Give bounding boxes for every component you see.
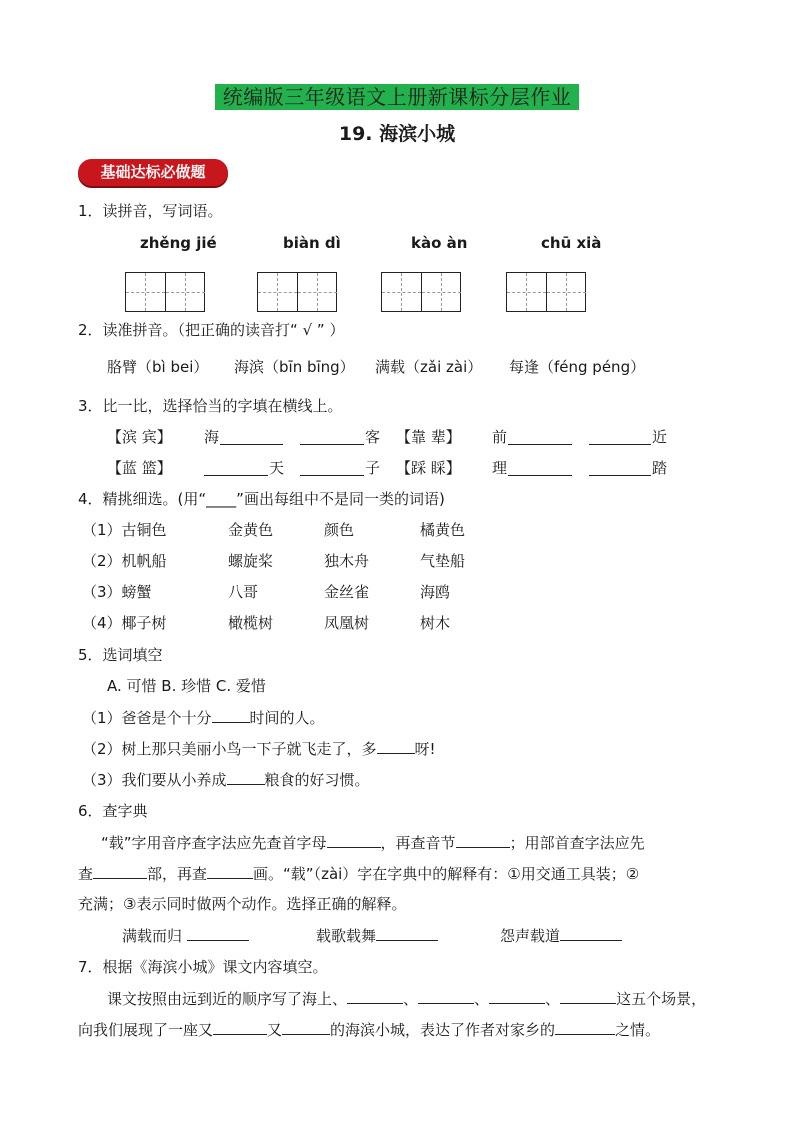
writing-grid[interactable]	[125, 272, 205, 312]
answer-blank[interactable]	[227, 768, 265, 785]
q3-group: 【滨 宾】	[107, 428, 172, 446]
q3-char: 子	[365, 459, 381, 477]
q1-pinyin-3: kào àn	[411, 234, 468, 252]
q5-sentence-3: （3）我们要从小养成 粮食的好习惯。	[82, 768, 370, 791]
q6-word-2: 载歌载舞	[316, 924, 438, 947]
q6-line-1: “载”字用音序查字法应先查首字母 ，再查音节 ；用部首查字法应先	[101, 831, 645, 854]
answer-blank[interactable]	[187, 924, 249, 941]
answer-blank[interactable]	[418, 987, 474, 1004]
q3-prompt: 3．比一比，选择恰当的字填在横线上。	[78, 397, 343, 415]
answer-blank[interactable]	[212, 706, 250, 723]
q6-word-1: 满载而归	[122, 924, 249, 947]
answer-blank[interactable]	[207, 862, 253, 879]
q4-word[interactable]: （3）螃蟹	[82, 583, 152, 601]
q4-word[interactable]: 螺旋桨	[228, 552, 274, 570]
q7-prompt: 7．根据《海滨小城》课文内容填空。	[78, 958, 328, 976]
q3-char: 近	[652, 428, 668, 446]
q3-char: 天	[269, 459, 285, 477]
answer-blank[interactable]	[560, 924, 622, 941]
q1-pinyin-1: zhěng jié	[140, 234, 217, 252]
answer-blank[interactable]	[456, 831, 510, 848]
q2-item[interactable]: 每逢（féng péng）	[509, 358, 646, 376]
writing-grid[interactable]	[506, 272, 586, 312]
q3-group: 【踩 睬】	[396, 459, 461, 477]
q5-sentence-2: （2）树上那只美丽小鸟一下子就飞走了，多 呀!	[82, 737, 436, 760]
answer-blank[interactable]	[204, 459, 268, 476]
answer-blank[interactable]	[93, 862, 147, 879]
answer-blank[interactable]	[377, 737, 415, 754]
q4-word[interactable]: 八哥	[228, 583, 259, 601]
q3-char: 客	[365, 428, 381, 446]
answer-blank[interactable]	[589, 428, 651, 445]
q3-char: 踏	[652, 459, 668, 477]
lesson-title: 19. 海滨小城	[338, 123, 456, 145]
q6-line-3: 充满；③表示同时做两个动作。选择正确的解释。	[78, 895, 407, 913]
q4-word[interactable]: （2）机帆船	[82, 552, 167, 570]
q4-word[interactable]: 橄榄树	[228, 614, 274, 632]
q7-line-2: 向我们展现了一座又 又 的海滨小城，表达了作者对家乡的 之情。	[78, 1018, 660, 1041]
series-banner: 统编版三年级语文上册新课标分层作业	[215, 84, 579, 110]
q6-word-3: 怨声载道	[500, 924, 622, 947]
q7-line-1: 课文按照由远到近的顺序写了海上、 、 、 、 这五个场景，	[107, 987, 706, 1010]
q6-line-2: 查 部，再查 画。“载”（zài）字在字典中的解释有：①用交通工具装；②	[78, 862, 639, 885]
q3-char: 前	[492, 428, 508, 446]
q5-sentence-1: （1）爸爸是个十分 时间的人。	[82, 706, 325, 729]
q1-pinyin-2: biàn dì	[283, 234, 341, 252]
answer-blank[interactable]	[508, 428, 572, 445]
q3-group: 【靠 辈】	[396, 428, 461, 446]
q3-char: 理	[492, 459, 508, 477]
q4-word[interactable]: （4）椰子树	[82, 614, 167, 632]
answer-blank[interactable]	[489, 987, 545, 1004]
q4-word[interactable]: 颜色	[324, 521, 355, 539]
answer-blank[interactable]	[300, 459, 364, 476]
q1-pinyin-4: chū xià	[541, 234, 602, 252]
answer-blank[interactable]	[508, 459, 572, 476]
section-badge: 基础达标必做题	[78, 159, 228, 186]
answer-blank[interactable]	[327, 831, 381, 848]
q3-group: 【蓝 篮】	[107, 459, 172, 477]
q4-word[interactable]: 树木	[420, 614, 451, 632]
answer-blank[interactable]	[347, 987, 403, 1004]
answer-blank[interactable]	[300, 428, 364, 445]
answer-blank[interactable]	[282, 1018, 330, 1035]
q4-word[interactable]: 橘黄色	[420, 521, 466, 539]
q6-prompt: 6．查字典	[78, 802, 148, 820]
q4-word[interactable]: 凤凰树	[324, 614, 370, 632]
q2-prompt: 2．读准拼音。（把正确的读音打“ √ ” ）	[78, 321, 345, 339]
writing-grid[interactable]	[257, 272, 337, 312]
answer-blank[interactable]	[220, 428, 283, 445]
q4-word[interactable]: 金黄色	[228, 521, 274, 539]
q4-prompt: 4．精挑细选。(用“____”画出每组中不是同一类的词语)	[78, 490, 445, 508]
q2-item[interactable]: 满载（zǎi zài）	[375, 358, 483, 376]
q5-prompt: 5．选词填空	[78, 646, 163, 664]
q2-item[interactable]: 胳臂（bì bei）	[107, 358, 209, 376]
q4-word[interactable]: 气垫船	[420, 552, 466, 570]
q3-char: 海	[204, 428, 220, 446]
q5-options: A. 可惜 B. 珍惜 C. 爱惜	[107, 677, 266, 695]
answer-blank[interactable]	[589, 459, 651, 476]
q4-word[interactable]: 海鸥	[420, 583, 451, 601]
writing-grid[interactable]	[381, 272, 461, 312]
q1-prompt: 1．读拼音，写词语。	[78, 202, 223, 220]
answer-blank[interactable]	[555, 1018, 615, 1035]
q4-word[interactable]: 金丝雀	[324, 583, 370, 601]
q4-word[interactable]: 独木舟	[324, 552, 370, 570]
q4-word[interactable]: （1）古铜色	[82, 521, 167, 539]
answer-blank[interactable]	[560, 987, 616, 1004]
q2-item[interactable]: 海滨（bīn bīng）	[234, 358, 355, 376]
answer-blank[interactable]	[213, 1018, 267, 1035]
answer-blank[interactable]	[376, 924, 438, 941]
